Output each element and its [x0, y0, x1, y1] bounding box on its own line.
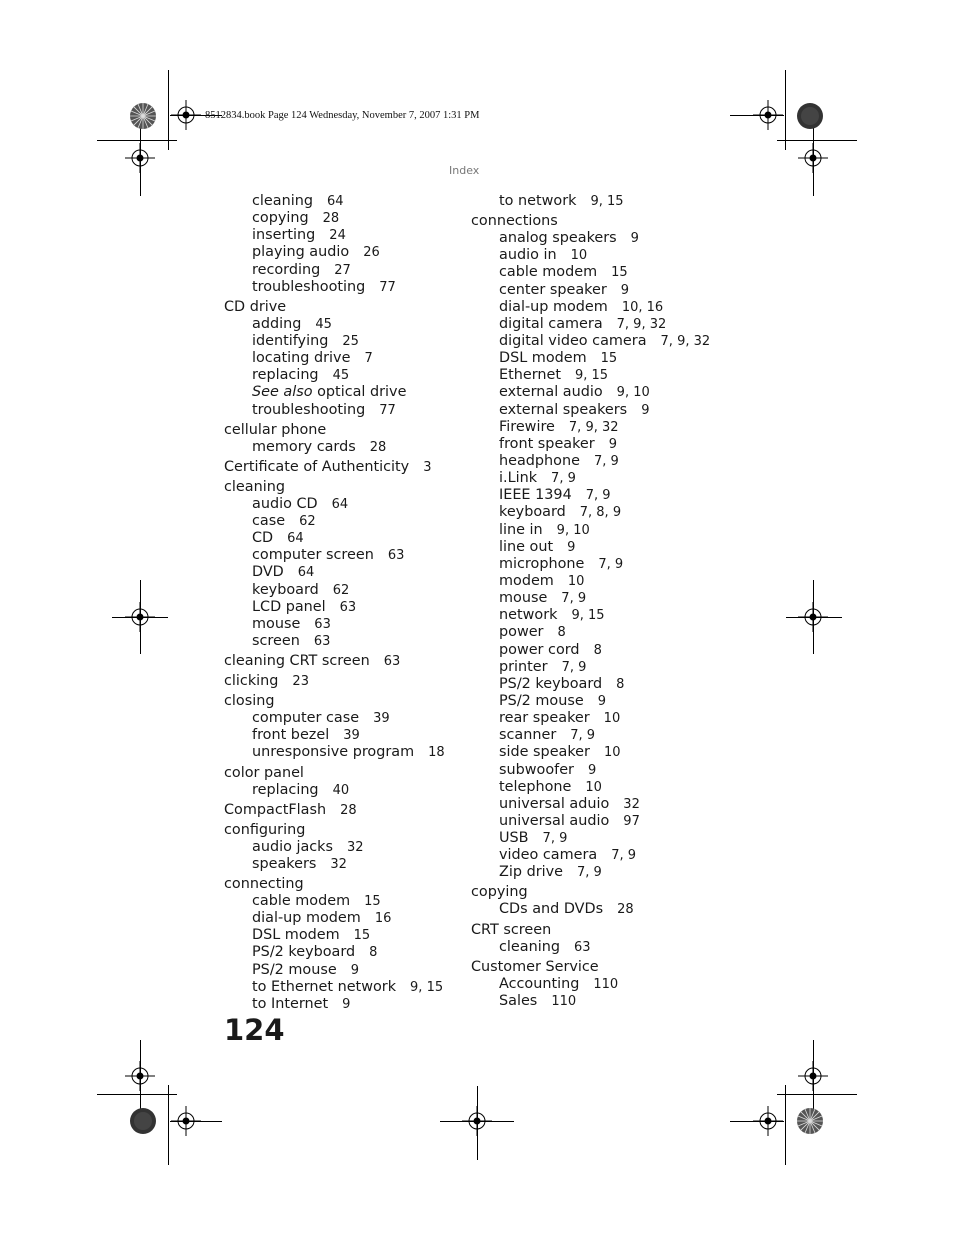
- index-page-ref: 7, 9: [561, 659, 587, 675]
- index-term: cable modem: [499, 264, 598, 281]
- index-term: audio in: [499, 247, 557, 264]
- index-term: i.Link: [499, 470, 538, 487]
- index-term: case: [252, 512, 286, 529]
- index-term: CompactFlash: [224, 801, 327, 818]
- registration-mark-icon: [171, 100, 201, 130]
- registration-mark-icon: [125, 602, 155, 632]
- index-subentry: [224, 744, 460, 761]
- index-subentry: [224, 210, 460, 227]
- index-term: CD: [252, 530, 274, 547]
- index-term: front speaker: [499, 435, 595, 452]
- index-term: external speakers: [499, 401, 628, 418]
- index-subentry: [471, 624, 716, 641]
- index-term: universal audio: [499, 812, 610, 829]
- index-subentry: [224, 710, 460, 727]
- index-page-ref: 9: [587, 762, 597, 778]
- index-term: troubleshooting: [252, 278, 366, 295]
- index-term: analog speakers: [499, 230, 617, 247]
- index-term: IEEE 1394: [499, 487, 572, 504]
- index-subentry: [471, 762, 716, 779]
- index-subentry: [224, 244, 460, 261]
- index-page-ref: 15: [611, 265, 628, 281]
- index-page-ref: 32: [623, 796, 640, 812]
- index-term: digital camera: [499, 315, 603, 332]
- index-subentry: [224, 439, 460, 456]
- index-term: center speaker: [499, 281, 607, 298]
- registration-mark-icon: [462, 1106, 492, 1136]
- running-head: Index: [449, 164, 480, 177]
- index-page-ref: 63: [339, 599, 357, 615]
- index-subentry: [471, 453, 716, 470]
- index-subentry: [471, 350, 716, 367]
- index-term: DSL modem: [252, 927, 340, 944]
- index-subentry: [471, 642, 716, 659]
- index-column-left: [224, 193, 460, 1013]
- index-subentry: [471, 659, 716, 676]
- index-term: PS/2 keyboard: [252, 944, 356, 961]
- index-page-ref: 9, 15: [410, 979, 444, 995]
- index-term: dial-up modem: [252, 910, 361, 927]
- index-term: clicking: [224, 673, 279, 690]
- registration-mark-icon: [125, 143, 155, 173]
- index-subentry: [471, 264, 716, 281]
- index-subentry: [224, 727, 460, 744]
- index-subentry: [471, 384, 716, 401]
- index-page-ref: 9, 15: [575, 368, 609, 384]
- starburst-target-icon: [796, 1107, 824, 1135]
- index-term: keyboard: [499, 504, 566, 521]
- index-subentry: [471, 522, 716, 539]
- index-page-ref: 10, 16: [621, 299, 664, 315]
- index-subentry: [471, 710, 716, 727]
- index-term: cleaning: [252, 193, 313, 209]
- index-page-ref: 45: [315, 316, 332, 332]
- index-term: rear speaker: [499, 710, 590, 727]
- index-page-ref: 9, 10: [556, 522, 590, 538]
- index-page-ref: 64: [287, 531, 304, 547]
- index-subentry: [224, 513, 460, 530]
- crop-mark-line: [785, 70, 786, 150]
- index-page-ref: 110: [551, 993, 577, 1009]
- index-subentry: [471, 539, 716, 556]
- index-page-ref: 97: [623, 813, 640, 829]
- index-term: USB: [499, 830, 529, 847]
- index-page-ref: 63: [387, 548, 405, 564]
- index-page-ref: 7, 9: [611, 848, 637, 864]
- index-term: line in: [499, 521, 543, 538]
- crop-mark-line: [168, 1085, 169, 1165]
- registration-mark-icon: [125, 1061, 155, 1091]
- index-subentry: [224, 979, 460, 996]
- index-subentry: [471, 939, 716, 956]
- index-subentry: [471, 993, 716, 1010]
- index-page-ref: 9, 10: [616, 385, 650, 401]
- index-subentry: [471, 193, 716, 210]
- index-subentry: [224, 927, 460, 944]
- index-page-ref: 63: [313, 633, 331, 649]
- index-term: recording: [252, 261, 321, 278]
- index-subentry: [471, 590, 716, 607]
- index-page-ref: 9: [608, 436, 617, 452]
- index-term: DVD: [252, 564, 284, 581]
- index-subentry: [224, 402, 460, 419]
- index-subentry: [471, 436, 716, 453]
- index-term: side speaker: [499, 744, 590, 761]
- index-page-ref: 10: [585, 779, 602, 795]
- index-term: CD drive: [224, 298, 287, 315]
- index-page-ref: 9: [641, 402, 650, 418]
- index-term: cable modem: [252, 892, 351, 909]
- index-term: PS/2 mouse: [499, 692, 584, 709]
- index-page-ref: 39: [373, 711, 390, 727]
- index-page-ref: 63: [383, 654, 401, 670]
- index-term: microphone: [499, 555, 585, 572]
- index-term: Ethernet: [499, 367, 561, 384]
- index-term: audio jacks: [252, 838, 334, 855]
- registration-mark-icon: [798, 602, 828, 632]
- index-term: audio CD: [252, 495, 318, 512]
- index-term: subwoofer: [499, 761, 574, 778]
- index-page-ref: 9: [630, 231, 639, 247]
- index-subentry: [224, 316, 460, 333]
- index-page-ref: 7, 9: [570, 728, 596, 744]
- index-term: connections: [471, 213, 558, 230]
- crop-mark-line: [785, 1085, 786, 1165]
- index-page-ref: 7, 9: [577, 865, 602, 881]
- index-entry: [224, 673, 460, 690]
- index-term: Sales: [499, 992, 538, 1009]
- index-term: mouse: [499, 590, 548, 607]
- index-subentry: [224, 193, 460, 210]
- index-term: playing audio: [252, 244, 350, 261]
- index-page-ref: 15: [353, 928, 371, 944]
- index-subentry: [224, 782, 460, 799]
- index-page-ref: 10: [603, 745, 621, 761]
- index-term: CRT screen: [471, 921, 552, 938]
- index-term: cleaning CRT screen: [224, 653, 370, 670]
- registration-mark-icon: [798, 143, 828, 173]
- solid-target-icon: [796, 102, 824, 130]
- index-subentry: [471, 573, 716, 590]
- crop-mark-line: [97, 140, 177, 141]
- index-page-ref: 63: [314, 616, 331, 632]
- index-page-ref: 9, 15: [590, 194, 624, 209]
- index-entry: [224, 693, 460, 710]
- index-page-ref: 7, 8, 9: [579, 505, 622, 521]
- starburst-target-icon: [129, 102, 157, 130]
- index-term: cleaning: [224, 478, 285, 495]
- index-term: locating drive: [252, 350, 351, 367]
- index-subentry: [471, 607, 716, 624]
- registration-mark-icon: [798, 1061, 828, 1091]
- index-page-ref: 27: [334, 262, 351, 278]
- index-page-ref: 15: [600, 351, 618, 367]
- index-page-ref: 28: [617, 902, 634, 918]
- index-page-ref: 23: [292, 674, 309, 690]
- index-term: copying: [252, 210, 309, 227]
- index-page-ref: 7, 9, 32: [616, 316, 667, 332]
- index-entry: [224, 822, 460, 839]
- index-subentry: [224, 616, 460, 633]
- index-entry: [224, 765, 460, 782]
- index-subentry: [471, 504, 716, 521]
- index-page-ref: 8: [593, 642, 602, 658]
- index-subentry: [471, 419, 716, 436]
- registration-mark-icon: [753, 100, 783, 130]
- index-subentry: [224, 279, 460, 296]
- index-page-ref: 8: [616, 676, 625, 692]
- index-subentry: [471, 333, 716, 350]
- index-term: mouse: [252, 615, 301, 632]
- index-subentry: [471, 847, 716, 864]
- index-term: Certificate of Authenticity: [224, 458, 410, 475]
- index-subentry: [471, 796, 716, 813]
- index-subentry: [471, 727, 716, 744]
- index-subentry: [471, 316, 716, 333]
- index-page-ref: 63: [573, 939, 591, 955]
- index-page-ref: 7, 9: [542, 831, 568, 847]
- index-term: PS/2 mouse: [252, 961, 337, 978]
- registration-mark-icon: [171, 1106, 201, 1136]
- index-column-right: [471, 193, 716, 1010]
- index-term: replacing: [252, 367, 319, 384]
- index-term: Zip drive: [499, 864, 563, 881]
- index-page-ref: 9: [620, 282, 630, 298]
- index-page-ref: 24: [329, 228, 346, 244]
- index-term: unresponsive program: [252, 744, 415, 761]
- index-subentry: [224, 856, 460, 873]
- index-subentry: [224, 350, 460, 367]
- index-subentry: [471, 299, 716, 316]
- crop-mark-line: [97, 1094, 177, 1095]
- index-subentry: [471, 676, 716, 693]
- index-entry: [224, 422, 460, 439]
- index-term: copying: [471, 884, 528, 901]
- index-entry: [224, 653, 460, 670]
- index-page-ref: 28: [369, 439, 387, 455]
- index-page-ref: 62: [299, 513, 316, 529]
- index-page-ref: 39: [343, 728, 360, 744]
- index-page-ref: 9: [597, 693, 606, 709]
- index-term: universal aduio: [499, 795, 610, 812]
- index-page-ref: 18: [428, 745, 445, 761]
- index-page-ref: 7, 9: [585, 488, 611, 504]
- index-term: Customer Service: [471, 958, 599, 975]
- index-page-ref: 25: [342, 333, 359, 349]
- index-term: cellular phone: [224, 421, 327, 438]
- index-subentry: [224, 262, 460, 279]
- index-subentry: [471, 744, 716, 761]
- index-subentry: [471, 779, 716, 796]
- index-subentry: [224, 910, 460, 927]
- index-subentry: [224, 962, 460, 979]
- index-subentry: [224, 944, 460, 961]
- index-term: digital video camera: [499, 332, 647, 349]
- index-term: optical drive: [312, 384, 407, 401]
- index-page-ref: 64: [331, 496, 349, 512]
- index-subentry: [471, 813, 716, 830]
- index-page-ref: 10: [567, 573, 585, 589]
- index-page-ref: 10: [570, 248, 588, 264]
- page-number: 124: [224, 1013, 285, 1047]
- index-term: PS/2 keyboard: [499, 675, 603, 692]
- crop-mark-line: [777, 1094, 857, 1095]
- index-term: power: [499, 624, 544, 641]
- index-page-ref: 40: [332, 782, 350, 798]
- index-term: network: [499, 607, 558, 624]
- index-page-ref: 8: [369, 945, 378, 961]
- index-subentry: [224, 633, 460, 650]
- index-term: scanner: [499, 727, 557, 744]
- index-page-ref: 110: [593, 976, 619, 992]
- index-entry: [471, 884, 716, 901]
- index-term: printer: [499, 658, 548, 675]
- book-slug-line: 8512834.book Page 124 Wednesday, November 7, 2007 1:31 PM: [205, 110, 480, 121]
- index-page-ref: 64: [297, 565, 315, 581]
- index-term: closing: [224, 693, 275, 710]
- index-page-ref: 32: [347, 839, 364, 855]
- index-term: Firewire: [499, 418, 555, 435]
- index-page-ref: 16: [374, 911, 392, 927]
- index-term: to network: [499, 193, 577, 209]
- index-page-ref: 9: [342, 996, 351, 1012]
- index-term: modem: [499, 572, 554, 589]
- index-entry: [471, 922, 716, 939]
- index-term: inserting: [252, 227, 316, 244]
- index-term: computer screen: [252, 547, 374, 564]
- index-page-ref: 7, 9, 32: [660, 333, 711, 349]
- index-subentry: [471, 693, 716, 710]
- index-subentry: [471, 830, 716, 847]
- index-subentry: [471, 282, 716, 299]
- index-term: to Ethernet network: [252, 978, 397, 995]
- index-page-ref: 64: [326, 194, 344, 209]
- index-page-ref: 45: [332, 368, 350, 384]
- index-entry: [224, 479, 460, 496]
- index-subentry: [471, 247, 716, 264]
- index-subentry: [471, 556, 716, 573]
- index-page-ref: 7, 9: [561, 591, 587, 607]
- index-page-ref: 9: [350, 962, 359, 978]
- index-entry: [224, 802, 460, 819]
- index-page-ref: 26: [363, 245, 380, 261]
- index-page-ref: 32: [330, 856, 347, 872]
- index-term: replacing: [252, 781, 319, 798]
- index-subentry: [224, 893, 460, 910]
- index-subentry: [471, 864, 716, 881]
- index-entry: [224, 299, 460, 316]
- index-subentry: [224, 367, 460, 384]
- index-subentry: [224, 496, 460, 513]
- index-subentry: [224, 384, 460, 401]
- index-subentry: [471, 976, 716, 993]
- index-subentry: [471, 901, 716, 918]
- index-subentry: [224, 530, 460, 547]
- index-subentry: [471, 367, 716, 384]
- index-subentry: [224, 996, 460, 1013]
- index-term: video camera: [499, 847, 598, 864]
- index-subentry: [471, 402, 716, 419]
- solid-target-icon: [129, 1107, 157, 1135]
- index-term: connecting: [224, 875, 304, 892]
- index-page-ref: 7, 9: [598, 556, 624, 572]
- index-term: troubleshooting: [252, 401, 366, 418]
- index-entry: [471, 959, 716, 976]
- index-term: speakers: [252, 855, 317, 872]
- index-page-ref: 9, 15: [571, 608, 605, 624]
- index-page-ref: 8: [557, 625, 566, 641]
- index-term: telephone: [499, 778, 572, 795]
- index-page-ref: 15: [364, 893, 381, 909]
- index-entry: [224, 459, 460, 476]
- index-page-ref: 28: [322, 211, 340, 227]
- index-page-ref: 7: [364, 351, 373, 367]
- index-subentry: [224, 599, 460, 616]
- crop-mark-line: [168, 70, 169, 150]
- index-subentry: [471, 487, 716, 504]
- index-page-ref: 7, 9, 32: [568, 419, 619, 435]
- index-term: Accounting: [499, 975, 580, 992]
- index-term: keyboard: [252, 581, 319, 598]
- index-term: DSL modem: [499, 350, 587, 367]
- index-page-ref: 7, 9: [593, 453, 619, 469]
- index-term: identifying: [252, 332, 329, 349]
- index-subentry: [224, 227, 460, 244]
- index-page-ref: 3: [423, 459, 432, 475]
- index-term: CDs and DVDs: [499, 901, 604, 918]
- index-term: dial-up modem: [499, 298, 608, 315]
- index-term: external audio: [499, 384, 603, 401]
- index-subentry: [224, 333, 460, 350]
- index-page-ref: 10: [603, 711, 621, 727]
- index-page-ref: 28: [340, 802, 357, 818]
- index-term: screen: [252, 632, 300, 649]
- index-subentry: [224, 839, 460, 856]
- index-term: computer case: [252, 710, 360, 727]
- index-entry: [471, 213, 716, 230]
- index-subentry: [471, 470, 716, 487]
- index-subentry: [471, 230, 716, 247]
- index-term: front bezel: [252, 727, 330, 744]
- index-term: adding: [252, 315, 302, 332]
- index-term: headphone: [499, 452, 580, 469]
- crop-mark-line: [777, 140, 857, 141]
- index-page-ref: 77: [379, 402, 396, 418]
- index-page-ref: 7, 9: [551, 471, 576, 487]
- index-term: LCD panel: [252, 598, 326, 615]
- index-term: color panel: [224, 764, 304, 781]
- index-entry: [224, 876, 460, 893]
- index-term: to Internet: [252, 995, 329, 1012]
- index-page-ref: 9: [567, 539, 576, 555]
- index-term: memory cards: [252, 438, 356, 455]
- index-page-ref: 62: [332, 582, 350, 598]
- registration-mark-icon: [753, 1106, 783, 1136]
- index-term: line out: [499, 538, 554, 555]
- index-subentry: [224, 582, 460, 599]
- index-term: power cord: [499, 641, 580, 658]
- index-term: cleaning: [499, 938, 560, 955]
- index-term: configuring: [224, 821, 306, 838]
- index-subentry: [224, 547, 460, 564]
- index-term-italic: See also: [252, 384, 313, 401]
- index-page-ref: 77: [379, 279, 396, 295]
- index-subentry: [224, 564, 460, 581]
